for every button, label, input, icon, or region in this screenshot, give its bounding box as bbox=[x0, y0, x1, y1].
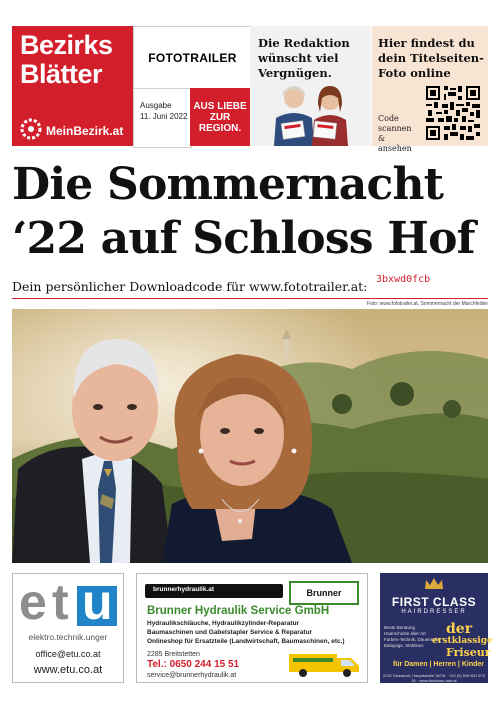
headline-line1: Die Sommernacht bbox=[12, 159, 444, 210]
qr-box-caption: Code scannen & ansehen bbox=[378, 114, 412, 153]
main-photo bbox=[12, 309, 488, 563]
etu-email[interactable]: office@etu.co.at bbox=[35, 649, 101, 659]
brunner-company-name: Brunner Hydraulik Service GmbH bbox=[147, 605, 330, 617]
download-code-text: Dein persönlicher Downloadcode für www.fototrailer.at: bbox=[12, 279, 368, 294]
slogan-line2: ZUR bbox=[209, 111, 231, 123]
ad-brunner-hydraulik[interactable] bbox=[136, 573, 368, 683]
ad-etu[interactable] bbox=[12, 573, 124, 683]
firstclass-title: FIRST CLASS bbox=[391, 595, 477, 609]
firstclass-feature4: Balayage, Strähnen bbox=[384, 643, 424, 648]
qr-code-box bbox=[372, 26, 488, 153]
firstclass-slogan-friseur: Friseur bbox=[446, 646, 491, 659]
issue-date-box bbox=[133, 88, 192, 148]
section-label: FOTOTRAILER bbox=[133, 26, 252, 90]
firstclass-subtitle: HAIRDRESSER bbox=[401, 609, 467, 615]
etu-logo-u: u bbox=[82, 574, 113, 630]
brunner-service-line3: Onlineshop für Ersatzteile (Landwirtschaft, Baumaschinen, etc.) bbox=[147, 638, 345, 645]
firstclass-slogan-der: der bbox=[446, 621, 473, 637]
photo-credit: Foto: www.fototrailer.at, Sommernacht der Marchfelder bbox=[366, 301, 488, 307]
logo-text-line2: Blätter bbox=[20, 59, 103, 89]
brunner-phone[interactable]: Tel.: 0650 244 15 51 bbox=[147, 659, 240, 670]
download-code[interactable]: 3bxwd0fcb bbox=[376, 274, 431, 285]
slogan-line1: AUS LIEBE bbox=[193, 100, 247, 112]
etu-logo bbox=[19, 574, 117, 630]
etu-website[interactable]: www.etu.co.at bbox=[33, 664, 103, 676]
slogan-box bbox=[190, 88, 250, 146]
firstclass-feature1: Beste Beratung bbox=[384, 625, 416, 630]
redaktion-box bbox=[250, 26, 371, 146]
brunner-service-line2: Baumaschinen und Gabelstapler Service & Reparatur bbox=[147, 629, 313, 636]
redaktion-greeting: Die Redaktion wünscht viel Vergnügen. bbox=[258, 36, 350, 80]
firstclass-feature2: Haarschnitte aller Art bbox=[384, 631, 426, 636]
headline-line2: ‘22 auf Schloss Hof bbox=[12, 213, 475, 264]
service-van-icon bbox=[287, 646, 363, 678]
editors-photo bbox=[264, 82, 364, 146]
brunner-city: 2285 Breitstetten bbox=[147, 651, 200, 658]
meinbezirk-logo-icon bbox=[20, 118, 42, 140]
etu-logo-e: e bbox=[19, 574, 47, 630]
firstclass-slogan-erstklassige: erstklassige bbox=[432, 636, 493, 646]
etu-logo-t: t bbox=[52, 574, 69, 630]
logo-text-line1: Bezirks bbox=[20, 30, 113, 60]
couple-photo-illustration bbox=[12, 309, 488, 563]
qr-box-title: Hier findest du dein Titelseiten-Foto online bbox=[378, 36, 484, 80]
crown-icon bbox=[424, 577, 444, 591]
firstclass-address: 2231 Strasshof, Hauptstraße 367/8 · +43 (0) 699 801 870 30 · www.firstclass-hair.at bbox=[383, 673, 485, 683]
firstclass-audience: für Damen | Herren | Kinder bbox=[392, 661, 484, 668]
ad-first-class-hairdresser[interactable] bbox=[380, 573, 493, 683]
brunner-logo-badge: Brunner bbox=[289, 581, 359, 605]
bezirksblaetter-logo[interactable] bbox=[12, 26, 133, 146]
main-headline bbox=[12, 158, 492, 266]
red-divider bbox=[12, 298, 488, 299]
brunner-plate-text: brunnerhydraulik.at bbox=[153, 586, 215, 593]
etu-subtitle: elektro.technik.unger bbox=[28, 632, 108, 642]
brunner-email[interactable]: service@brunnerhydraulik.at bbox=[147, 672, 237, 679]
issue-label: Ausgabe bbox=[140, 101, 172, 110]
firstclass-feature3: Farben-Technik, Dauerwelle bbox=[384, 637, 441, 642]
brunner-hose-plate bbox=[145, 584, 283, 598]
slogan-line3: REGION. bbox=[198, 122, 242, 134]
issue-date: 11. Juni 2022 bbox=[140, 112, 188, 121]
brunner-service-line1: Hydraulikschläuche, Hydraulikzylinder-Reparatur bbox=[147, 620, 300, 627]
logo-site-name: MeinBezirk.at bbox=[46, 124, 124, 138]
qr-code-icon[interactable] bbox=[426, 86, 480, 140]
